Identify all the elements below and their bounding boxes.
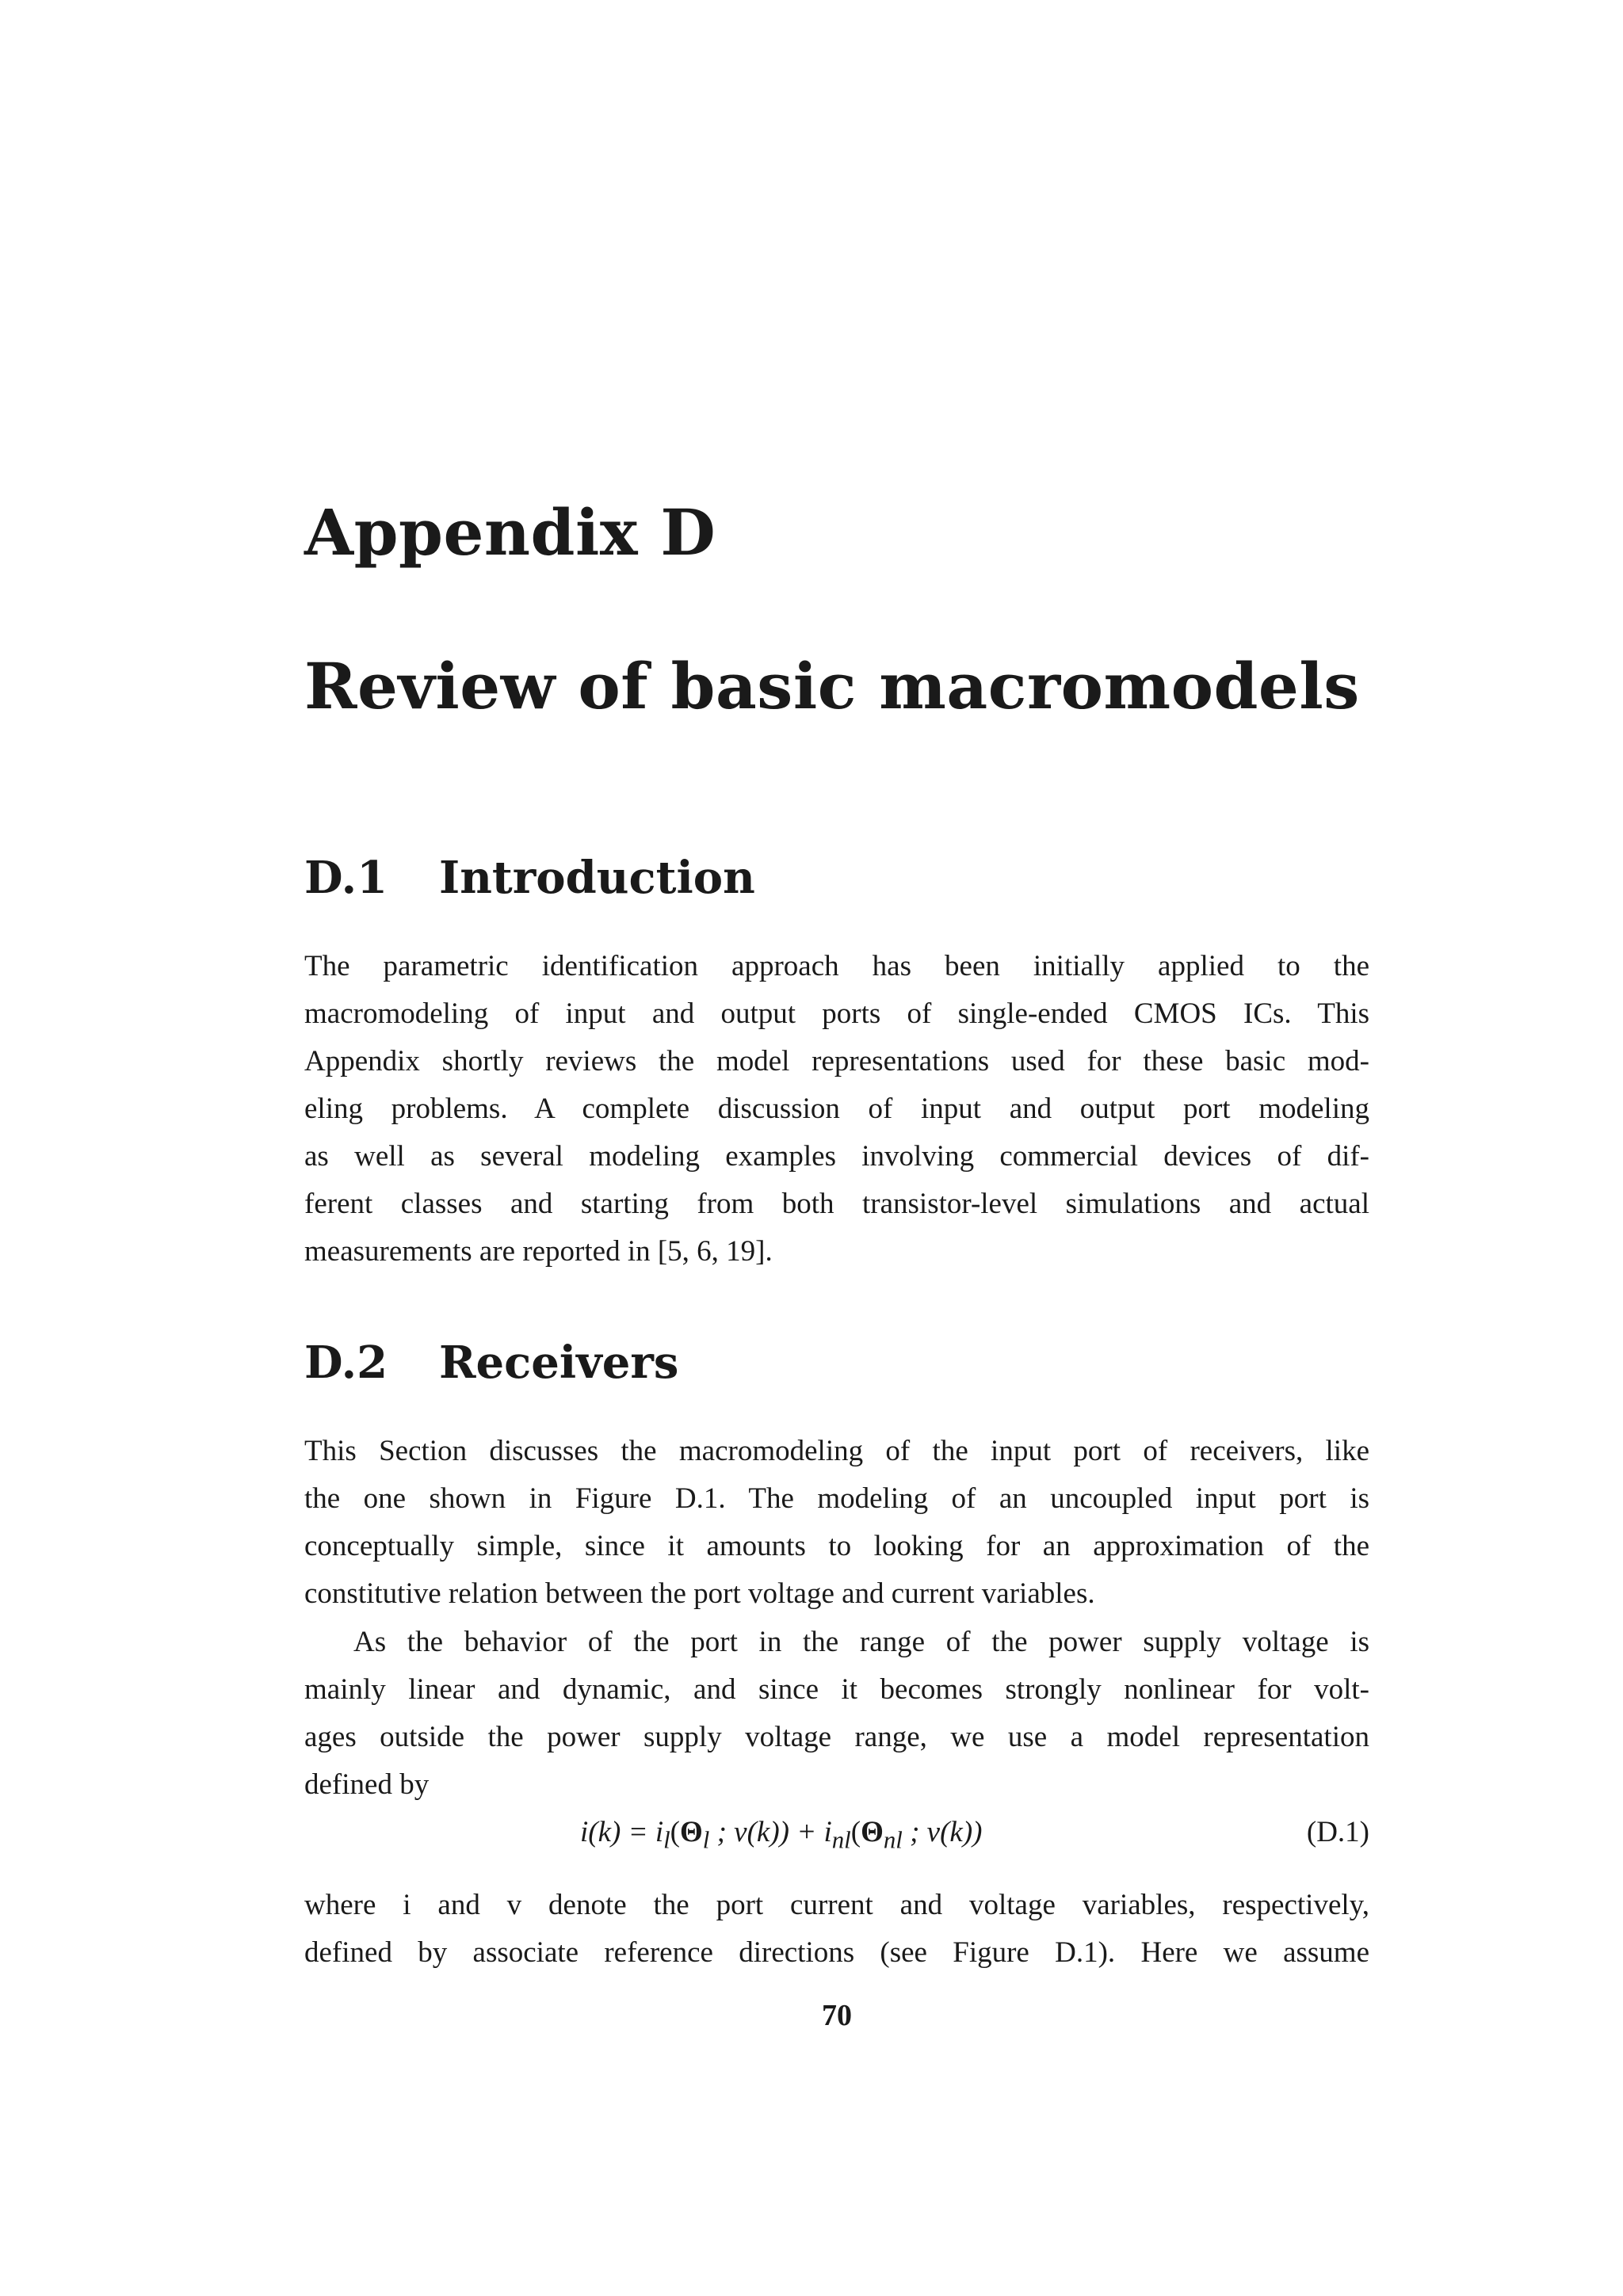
section-heading-introduction — [304, 854, 755, 903]
section-number: D.2 — [304, 1337, 388, 1389]
page-number: 70 — [822, 1999, 852, 2032]
paragraph-receivers-1 — [304, 1428, 1369, 1618]
text-line: As the behavior of the port in the range of the power supply voltage is — [353, 1626, 1369, 1658]
paragraph-receivers-3 — [304, 1882, 1369, 1977]
text-line: as well as several modeling examples involving commercial devices of dif- — [304, 1140, 1369, 1173]
section-heading-receivers — [304, 1339, 678, 1388]
chapter-title: Review of basic macromodels — [304, 649, 1360, 723]
text-line: the one shown in Figure D.1. The modeling of an uncoupled input port is — [304, 1482, 1369, 1515]
section-number: D.1 — [304, 852, 388, 904]
text-line: Appendix shortly reviews the model representations used for these basic mod- — [304, 1045, 1369, 1077]
equation-label: (D.1) — [1306, 1816, 1369, 1848]
text-line: constitutive relation between the port voltage and current variables. — [304, 1577, 1095, 1610]
section-title: Receivers — [439, 1337, 679, 1389]
text-line: defined by associate reference directions (see Figure D.1). Here we assume — [304, 1936, 1369, 1969]
text-line: The parametric identification approach has been initially applied to the — [304, 950, 1369, 982]
text-line: macromodeling of input and output ports of single-ended CMOS ICs. This — [304, 997, 1369, 1030]
text-line: eling problems. A complete discussion of input and output port modeling — [304, 1093, 1369, 1125]
text-line: ages outside the power supply voltage range, we use a model representation — [304, 1721, 1369, 1753]
chapter-label: Appendix D — [304, 495, 716, 570]
paragraph-receivers-2 — [304, 1619, 1369, 1809]
section-title: Introduction — [439, 852, 755, 904]
text-line: where i and v denote the port current and voltage variables, respectively, — [304, 1889, 1369, 1921]
document-page — [304, 0, 1369, 2296]
text-line: This Section discusses the macromodeling of the input port of receivers, like — [304, 1435, 1369, 1467]
equation-d1 — [304, 1808, 1369, 1857]
equation-body: $i(k) = i_l(\Theta_l$ ; $v(k)) + i_{nl}(\Theta_{nl}$ ; v(k)) — [580, 1816, 983, 1854]
text-line: ferent classes and starting from both transistor-level simulations and actual — [304, 1188, 1369, 1220]
text-line: mainly linear and dynamic, and since it becomes strongly nonlinear for volt- — [304, 1673, 1369, 1706]
text-line: conceptually simple, since it amounts to looking for an approximation of the — [304, 1530, 1369, 1562]
paragraph-introduction — [304, 943, 1369, 1276]
text-line: defined by — [304, 1768, 430, 1801]
text-line: measurements are reported in [5, 6, 19]. — [304, 1235, 773, 1268]
